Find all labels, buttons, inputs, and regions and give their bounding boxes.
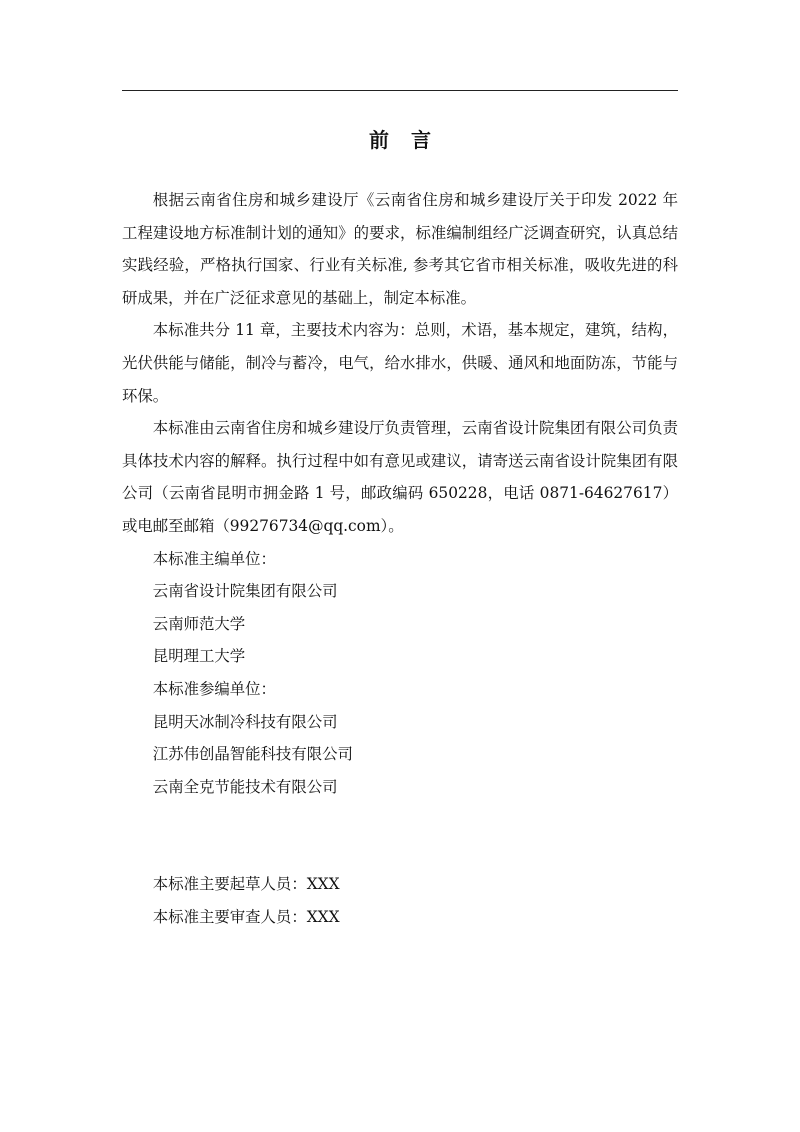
header-rule <box>122 90 678 91</box>
chief-unit: 昆明理工大学 <box>152 647 246 666</box>
participating-unit: 昆明天冰制冷科技有限公司 <box>152 712 338 731</box>
participating-units-label: 本标准参编单位： <box>152 679 276 698</box>
document-body <box>122 184 678 933</box>
chief-unit: 云南师范大学 <box>152 614 246 633</box>
chief-unit: 云南省设计院集团有限公司 <box>152 582 338 601</box>
participating-unit: 江苏伟创晶智能科技有限公司 <box>152 745 353 764</box>
chief-units-label: 本标准主编单位： <box>152 549 276 568</box>
participating-unit: 云南全克节能技术有限公司 <box>152 777 338 796</box>
paragraph-basis: 根据云南省住房和城乡建设厅《云南省住房和城乡建设厅关于印发 2022 年工程建设地方标准制计划的通知》的要求，标准编制组经广泛调查研究，认真总结实践经验，严格执行国家、行业有关标准, 参考其它省市相关标准，吸收先进的科研成果，并在广泛征求意见的基础上，制定本标准。 <box>122 191 678 307</box>
paragraph-management: 本标准由云南省住房和城乡建设厅负责管理，云南省设计院集团有限公司负责具体技术内容的解释。执行过程中如有意见或建议，请寄送云南省设计院集团有限公司（云南省昆明市拥金路 1 号，邮政编码 650228，电话 0871-64627617）或电邮至邮箱（99276734@qq.com）。 <box>122 419 678 535</box>
reviewers: 本标准主要审查人员：XXX <box>152 907 340 926</box>
spacer <box>122 803 678 868</box>
page-title: 前言 <box>369 128 453 152</box>
paragraph-contents: 本标准共分 11 章，主要技术内容为：总则，术语，基本规定，建筑，结构，光伏供能与储能，制冷与蓄冷，电气，给水排水，供暖、通风和地面防冻，节能与环保。 <box>122 321 678 405</box>
drafters: 本标准主要起草人员：XXX <box>152 875 340 894</box>
